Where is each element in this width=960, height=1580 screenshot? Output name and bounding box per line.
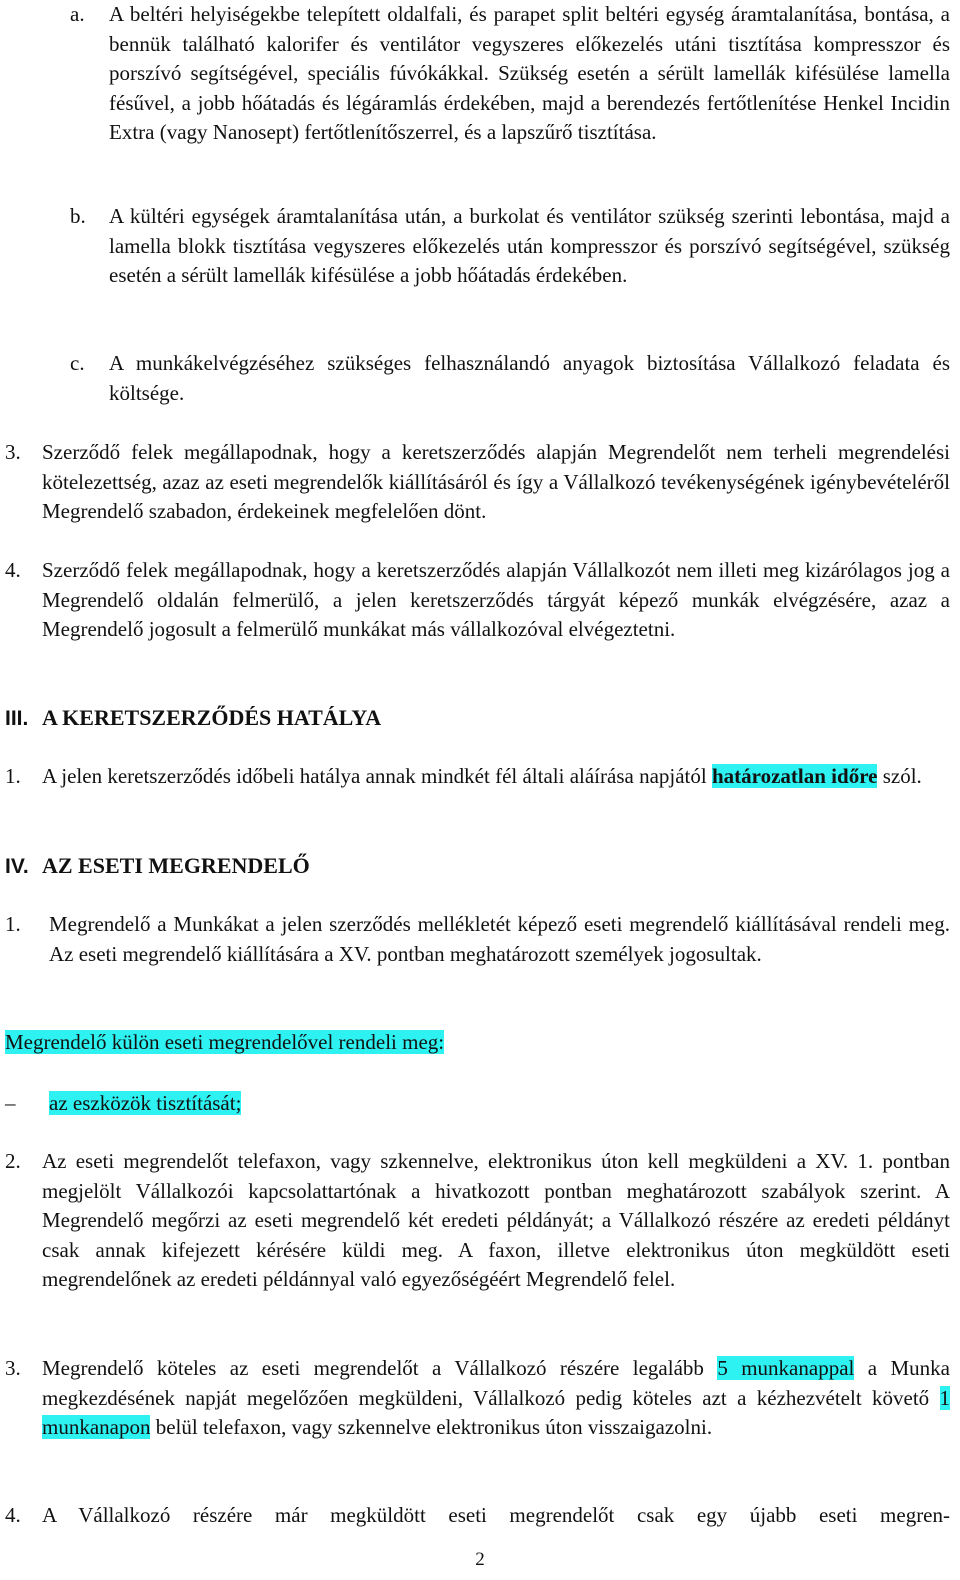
section-4-item-4-label: 4. [5, 1503, 21, 1527]
item-a-label: a. [70, 2, 85, 26]
section-4-item-3-label: 3. [5, 1356, 21, 1380]
section-3-item-1-after: szól. [877, 764, 922, 788]
section-3-title: A KERETSZERZŐDÉS HATÁLYA [42, 705, 382, 730]
section-3-item-1-text [42, 762, 950, 792]
bullet-item [49, 1089, 241, 1119]
section-4-item-3-part-1: Megrendelő köteles az eseti megrendelőt a Vállalkozó részére legalább [42, 1356, 718, 1380]
page-number: 2 [475, 1549, 485, 1570]
section-4-item-4-text: A Vállalkozó részére már megküldött eseti megrendelőt csak egy újabb eseti megren- [42, 1503, 950, 1527]
section-3-heading [5, 703, 382, 734]
section-4-item-2-label: 2. [5, 1149, 21, 1173]
point-3-text: Szerződő felek megállapodnak, hogy a keretszerződés alapján Megrendelőt nem terheli megrendelési kötelezettség, azaz az eseti megrendelők kiállításáról és így a Vállalkozó tevékenységének igénybevételéről Megrendelő szabadon, érdekeinek megfelelően dönt. [42, 440, 950, 523]
section-4-item-3-part-2: a Munka megkezdésének napját megelőzően megküldeni, Vállalkozó pedig köteles azt a kézhezvételt követő [42, 1356, 950, 1410]
indefinite-term-highlight: határozatlan időre [711, 764, 878, 788]
item-a-text: A beltéri helyiségekbe telepített oldalfali, és parapet split beltéri egység áramtalanítása, bontása, a bennük található kalorifer és ventilátor vegyszeres előkezelés utáni tisztítása kompresszor és porszívó segítségével, speciális fúvókákkal. Szükség esetén a sérült lamellák kifésülése lamella fésűvel, a jobb hőátadás és légáramlás érdekében, majd a berendezés fertőtlenítése Henkel Incidin Extra (vagy Nanosept) fertőtlenítőszerrel, és a lapszűrő tisztítása. [109, 2, 950, 144]
section-4-item-1-label: 1. [5, 912, 21, 936]
point-3-label: 3. [5, 440, 21, 464]
item-c-text: A munkákelvégzéséhez szükséges felhasználandó anyagok biztosítása Vállalkozó feladata és költsége. [109, 351, 950, 405]
section-4-number: IV. [5, 855, 29, 878]
point-4-text: Szerződő felek megállapodnak, hogy a keretszerződés alapján Vállalkozót nem illeti meg kizárólagos jog a Megrendelő oldalán felmerülő, a jelen keretszerződés tárgyát képező munkák elvégzésére, azaz a Megrendelő jogosult a felmerülő munkákat más vállalkozóval elvégeztetni. [42, 558, 950, 641]
section-4-title: AZ ESETI MEGRENDELŐ [42, 853, 310, 878]
item-b-label: b. [70, 204, 86, 228]
five-workdays-highlight: 5 munkanappal [717, 1356, 855, 1380]
bullet-item-highlight: az eszközök tisztítását; [49, 1091, 242, 1115]
one-workday-highlight: 1 munkanapon [42, 1385, 950, 1439]
section-4-item-1-text: Megrendelő a Munkákat a jelen szerződés mellékletét képező eseti megrendelő kiállításával rendeli meg. Az eseti megrendelő kiállítására a XV. pontban meghatározott személyek jogosultak. [49, 912, 950, 966]
section-4-item-3-part-3: belül telefaxon, vagy szkennelve elektronikus úton visszaigazolni. [150, 1415, 713, 1439]
section-3-item-1-before: A jelen keretszerződés időbeli hatálya annak mindkét fél általi aláírása napjától [42, 764, 707, 788]
section-4-item-2-text: Az eseti megrendelőt telefaxon, vagy szkennelve, elektronikus úton kell megküldeni a XV. 1. pontban megjelölt Vállalkozói kapcsolattartónak a hivatkozott pontban meghatározott szabályok szerint. A Megrendelő megőrzi az eseti megrendelő két eredeti példányát; a Vállalkozó részére az eredeti példányt csak annak kifejezett kérésére küldi meg. A faxon, illetve elektronikus úton megküldött eseti megrendelőnek az eredeti példánnyal való egyezőségéért Megrendelő felel. [42, 1149, 950, 1291]
bullet-dash: – [5, 1091, 16, 1115]
item-b-text: A kültéri egységek áramtalanítása után, a burkolat és ventilátor szükség szerinti lebontása, majd a lamella blokk tisztítása vegyszeres előkezelés után kompresszor és porszívó segítségével, szükség esetén a sérült lamellák kifésülése a jobb hőátadás érdekében. [109, 204, 950, 287]
section-4-heading [5, 851, 310, 882]
item-c-label: c. [70, 351, 85, 375]
separate-order-note [5, 1028, 444, 1058]
section-4-item-3-text [42, 1354, 950, 1443]
point-4-label: 4. [5, 558, 21, 582]
section-3-item-1-label: 1. [5, 764, 21, 788]
section-3-number: III. [5, 707, 29, 730]
separate-order-highlight: Megrendelő külön eseti megrendelővel rendeli meg: [5, 1030, 445, 1054]
